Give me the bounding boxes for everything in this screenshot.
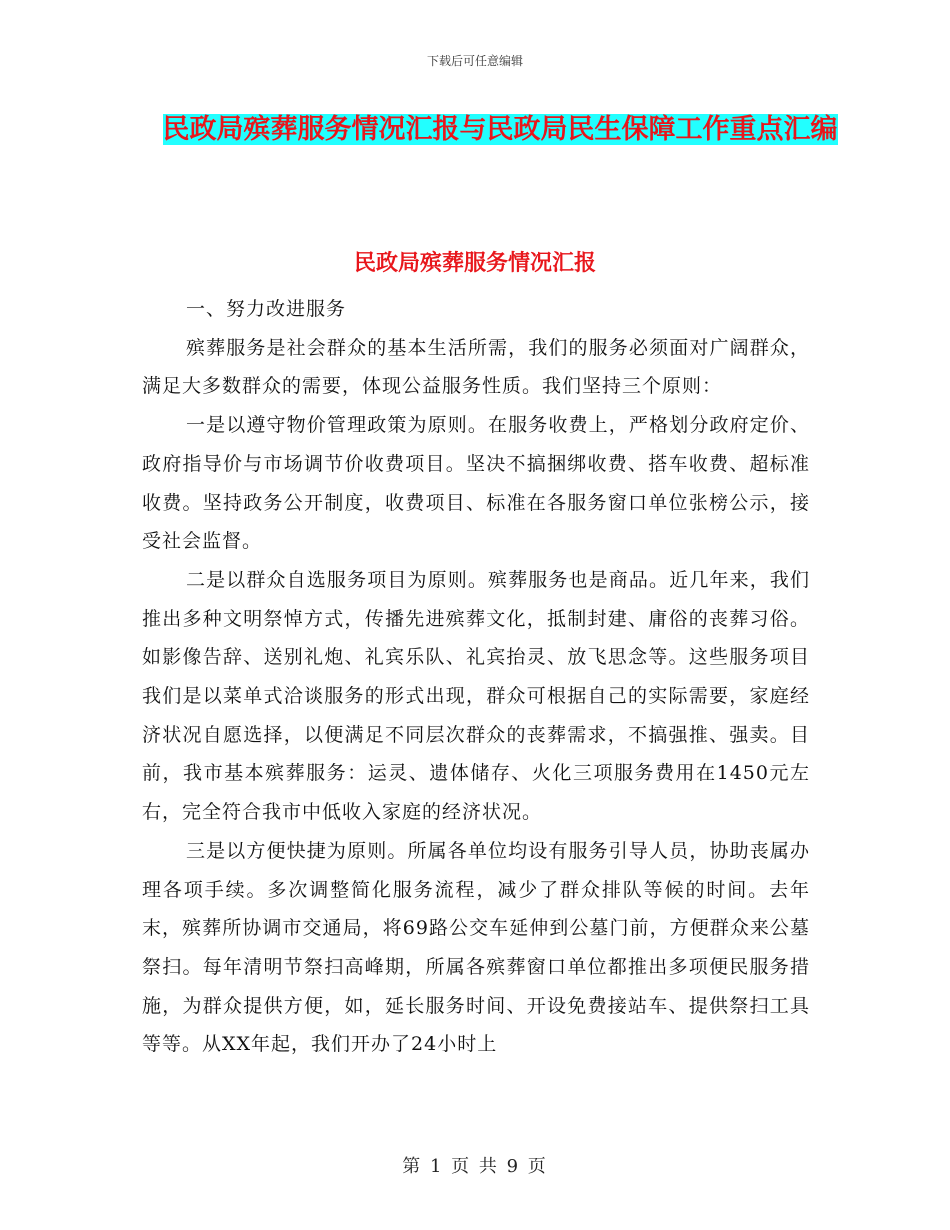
document-body bbox=[142, 290, 810, 1064]
page-footer: 第 1 页 共 9 页 bbox=[402, 1156, 548, 1177]
paragraph: 三是以方便快捷为原则。所属各单位均设有服务引导人员，协助丧属办理各项手续。多次调整简化服务流程，减少了群众排队等候的时间。去年末，殡葬所协调市交通局，将69路公交车延伸到公墓门前，方便群众来公墓祭扫。每年清明节祭扫高峰期，所属各殡葬窗口单位都推出多项便民服务措施，为群众提供方便，如，延长服务时间、开设免费接站车、提供祭扫工具等等。从XX年起，我们开办了24小时上 bbox=[142, 839, 810, 1056]
paragraph: 一是以遵守物价管理政策为原则。在服务收费上，严格划分政府定价、政府指导价与市场调节价收费项目。坚决不搞捆绑收费、搭车收费、超标准收费。坚持政务公开制度，收费项目、标准在各服务窗口单位张榜公示，接受社会监督。 bbox=[142, 414, 810, 553]
section-title: 民政局殡葬服务情况汇报 bbox=[353, 250, 596, 276]
paragraph: 二是以群众自选服务项目为原则。殡葬服务也是商品。近几年来，我们推出多种文明祭悼方式，传播先进殡葬文化，抵制封建、庸俗的丧葬习俗。如影像告辞、送别礼炮、礼宾乐队、礼宾抬灵、放飞思念等。这些服务项目我们是以菜单式洽谈服务的形式出现，群众可根据自己的实际需要，家庭经济状况自愿选择，以便满足不同层次群众的丧葬需求，不搞强推、强卖。目前，我市基本殡葬服务：运灵、遗体储存、火化三项服务费用在1450元左右，完全符合我市中低收入家庭的经济状况。 bbox=[142, 568, 810, 824]
header-note: 下载后可任意编辑 bbox=[426, 54, 523, 68]
paragraph: 殡葬服务是社会群众的基本生活所需，我们的服务必须面对广阔群众，满足大多数群众的需要，体现公益服务性质。我们坚持三个原则： bbox=[142, 336, 810, 398]
paragraph-heading: 一、努力改进服务 bbox=[186, 298, 347, 320]
document-title bbox=[140, 108, 860, 152]
document-title-text: 民政局殡葬服务情况汇报与民政局民生保障工作重点汇编 bbox=[162, 114, 838, 145]
